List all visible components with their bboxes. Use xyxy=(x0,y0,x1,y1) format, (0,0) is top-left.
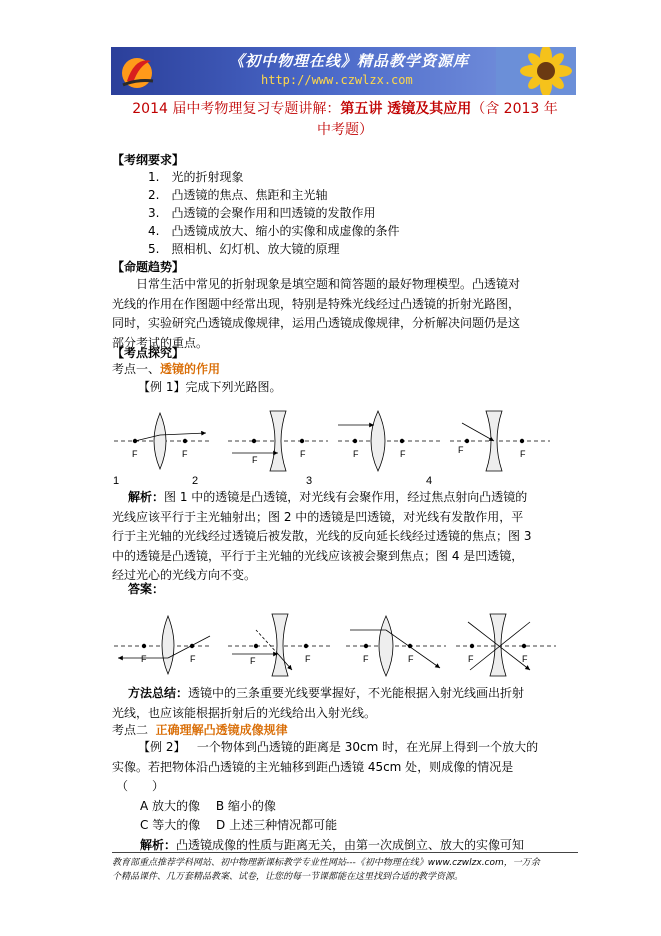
paragraph-line: 光线的作用在作图题中经常出现，特别是特殊光线经过凸透镜的折射光路图， xyxy=(112,296,521,311)
footer-line: 个精品课件、几万套精品教案、试卷，让您的每一节课都能在这里找到合适的教学资源。 xyxy=(112,872,464,882)
point-title: 正确理解凸透镜成像规律 xyxy=(155,723,288,737)
paragraph-line: 实像。若把物体沿凸透镜的主光轴移到距凸透镜 45cm 处，则成像的情况是 xyxy=(112,759,514,774)
paragraph-line: 经过光心的光线方向不变。 xyxy=(112,568,257,582)
paragraph-line xyxy=(112,738,582,758)
list-item: 3. 凸透镜的会聚作用和凹透镜的发散作用 xyxy=(148,206,376,220)
focus-label: F xyxy=(363,654,369,664)
focus-label: F xyxy=(305,654,311,664)
options-line: C 等大的像 D 上述三种情况都可能 xyxy=(140,818,338,832)
focus-label: F xyxy=(408,654,414,664)
focus-label: F xyxy=(522,654,528,664)
point-prefix: 考点二 xyxy=(112,723,149,737)
example2 xyxy=(112,738,582,855)
focus-label: F xyxy=(250,656,256,666)
focus-label: F xyxy=(353,449,359,459)
document-title xyxy=(112,99,578,141)
focus-label: F xyxy=(132,449,138,459)
focus-label: F xyxy=(182,449,188,459)
paragraph-line: 部分考试的重点。 xyxy=(112,335,209,350)
section-heading-requirements: 【考纲要求】 xyxy=(112,153,185,167)
focus-label: F xyxy=(458,445,464,455)
list-item: 2. 凸透镜的焦点、焦距和主光轴 xyxy=(148,188,328,202)
focus-label: F xyxy=(520,449,526,459)
paragraph-line xyxy=(112,488,582,508)
answer-diagrams xyxy=(110,608,560,678)
title-line2: 中考题） xyxy=(317,122,373,138)
analysis-text: 凸透镜成像的性质与距离无关，由第一次成倒立、放大的实像可知 xyxy=(176,837,525,852)
title-tail: （含 2013 年 xyxy=(471,101,558,117)
answer-label: 答案： xyxy=(128,582,165,596)
trend-paragraph xyxy=(112,275,582,353)
question-diagrams xyxy=(110,405,560,487)
analysis-label: 解析： xyxy=(128,490,165,504)
site-logo-icon xyxy=(117,51,157,91)
paragraph-line: 日常生活中常见的折射现象是填空题和简答题的最好物理模型。凸透镜对 xyxy=(136,277,521,291)
focus-label: F xyxy=(400,449,406,459)
banner-url[interactable]: http://www.czwlzx.com xyxy=(261,73,413,87)
list-item: 4. 凸透镜成放大、缩小的实像和成虚像的条件 xyxy=(148,224,400,238)
paragraph-line: 同时，实验研究凸透镜成像规律，运用凸透镜成像规律，分析解决问题仍是这 xyxy=(112,316,521,330)
section-heading-trend: 【命题趋势】 xyxy=(112,260,185,274)
point1-heading xyxy=(112,360,220,379)
focus-label: F xyxy=(141,654,147,664)
summary-label: 方法总结： xyxy=(128,686,189,700)
figure-number: 4 xyxy=(426,475,433,487)
section-heading-explore: 【考点探究】 xyxy=(112,346,185,360)
paragraph-line xyxy=(112,684,582,704)
paragraph-line: 中的透镜是凸透镜，平行于主光轴的光线应该被会聚到焦点；图 4 是凹透镜， xyxy=(112,548,524,563)
banner-title: 《初中物理在线》精品教学资源库 xyxy=(229,52,470,70)
analysis1 xyxy=(112,488,582,586)
focus-label: F xyxy=(300,449,306,459)
page-footer xyxy=(112,856,578,884)
paragraph-line: 光线，也应该能根据折射后的光线给出入射光线。 xyxy=(112,705,377,720)
example1-prompt: 【例 1】完成下列光路图。 xyxy=(138,380,282,394)
footer-divider xyxy=(112,852,578,853)
figure-number: 3 xyxy=(306,475,313,487)
method-summary xyxy=(112,684,582,723)
list-item: 1. 光的折射现象 xyxy=(148,170,244,184)
sunflower-image xyxy=(496,47,576,95)
point-prefix: 考点一、 xyxy=(112,362,161,376)
options-line: A 放大的像 B 缩小的像 xyxy=(140,798,276,813)
figure-number: 1 xyxy=(113,475,120,487)
example-text: 一个物体到凸透镜的距离是 30cm 时，在光屏上得到一个放大的 xyxy=(196,740,539,754)
analysis-text: 图 1 中的透镜是凸透镜，对光线有会聚作用，经过焦点射向凸透镜的 xyxy=(164,490,528,504)
requirement-list xyxy=(148,168,399,258)
footer-line: 教育部重点推荐学科网站、初中物理新课标教学专业性网站---《初中物理在线》www.czwlzx.com，一万余 xyxy=(112,858,540,868)
title-bold: 第五讲 透镜及其应用 xyxy=(340,101,472,117)
paragraph-line: 行于主光轴的光线经过透镜后被发散，光线的反向延长线经过透镜的焦点；图 3 xyxy=(112,529,532,543)
summary-text: 透镜中的三条重要光线要掌握好，不光能根据入射光线画出折射 xyxy=(188,686,525,700)
figure-number: 2 xyxy=(192,475,199,487)
example-label: 【例 2】 xyxy=(138,740,186,754)
answer-blank: （ ） xyxy=(116,779,165,793)
focus-label: F xyxy=(468,654,474,664)
title-part: 2014 届中考物理复习专题讲解： xyxy=(132,101,341,117)
point-title: 透镜的作用 xyxy=(160,362,221,376)
analysis-label: 解析： xyxy=(140,837,177,852)
header-banner xyxy=(111,47,576,95)
list-item: 5. 照相机、幻灯机、放大镜的原理 xyxy=(148,242,340,256)
focus-label: F xyxy=(252,455,258,465)
paragraph-line: 光线应该平行于主光轴射出；图 2 中的透镜是凹透镜，对光线有发散作用，平 xyxy=(112,509,524,524)
focus-label: F xyxy=(190,654,196,664)
